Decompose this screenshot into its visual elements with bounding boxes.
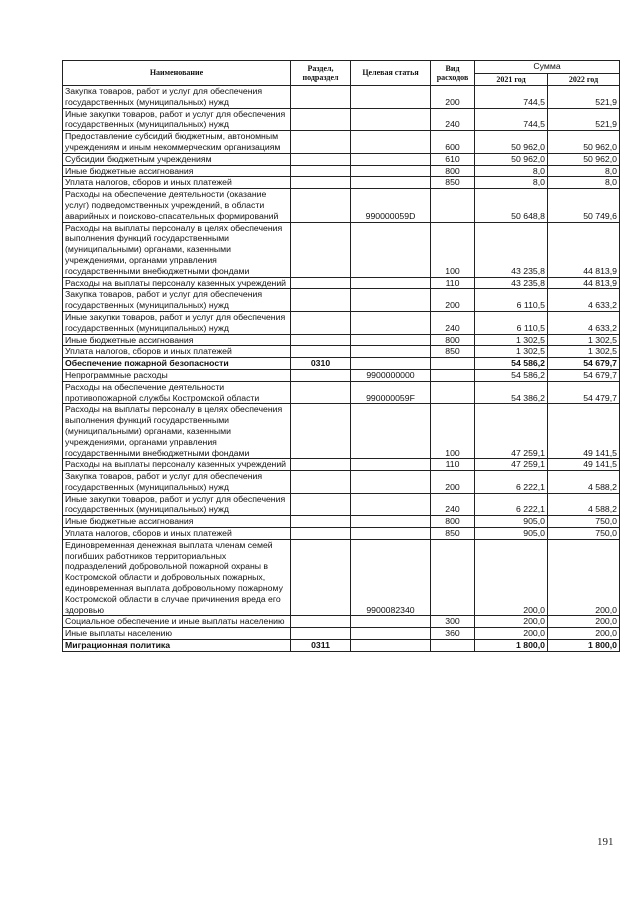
row-sum-2022: 8,0 [548, 177, 620, 189]
row-sum-2021: 200,0 [475, 539, 548, 616]
row-sum-2021: 1 302,5 [475, 334, 548, 346]
row-target: 990000059D [351, 189, 431, 222]
row-target [351, 86, 431, 109]
row-target: 9900082340 [351, 539, 431, 616]
row-type [431, 358, 475, 370]
row-name: Закупка товаров, работ и услуг для обеспечения государственных (муниципальных) нужд [63, 471, 291, 494]
row-section [291, 493, 351, 516]
row-sum-2021: 50 648,8 [475, 189, 548, 222]
row-target [351, 459, 431, 471]
row-name: Обеспечение пожарной безопасности [63, 358, 291, 370]
row-type [431, 640, 475, 652]
row-name: Миграционная политика [63, 640, 291, 652]
row-section [291, 131, 351, 154]
row-type: 110 [431, 459, 475, 471]
row-section [291, 222, 351, 277]
row-sum-2022: 1 302,5 [548, 346, 620, 358]
row-target [351, 131, 431, 154]
row-sum-2022: 50 749,6 [548, 189, 620, 222]
row-target [351, 165, 431, 177]
row-sum-2021: 905,0 [475, 516, 548, 528]
row-type: 200 [431, 471, 475, 494]
row-section [291, 516, 351, 528]
row-target [351, 277, 431, 289]
row-target [351, 358, 431, 370]
table-row [63, 381, 620, 404]
table-row [63, 640, 620, 652]
row-name: Закупка товаров, работ и услуг для обеспечения государственных (муниципальных) нужд [63, 289, 291, 312]
row-section [291, 311, 351, 334]
row-section [291, 86, 351, 109]
row-sum-2021: 744,5 [475, 108, 548, 131]
table-row [63, 86, 620, 109]
row-type [431, 369, 475, 381]
row-section [291, 628, 351, 640]
row-section [291, 277, 351, 289]
row-target [351, 516, 431, 528]
row-section [291, 153, 351, 165]
row-name: Иные выплаты населению [63, 628, 291, 640]
row-sum-2022: 750,0 [548, 528, 620, 540]
row-name: Иные закупки товаров, работ и услуг для обеспечения государственных (муниципальных) нужд [63, 311, 291, 334]
row-sum-2022: 4 633,2 [548, 311, 620, 334]
row-name: Социальное обеспечение и иные выплаты населению [63, 616, 291, 628]
row-section: 0310 [291, 358, 351, 370]
row-name: Закупка товаров, работ и услуг для обеспечения государственных (муниципальных) нужд [63, 86, 291, 109]
row-type: 360 [431, 628, 475, 640]
row-section [291, 177, 351, 189]
table-row [63, 346, 620, 358]
table-row [63, 277, 620, 289]
row-target [351, 346, 431, 358]
table-row [63, 616, 620, 628]
table-row [63, 165, 620, 177]
row-sum-2021: 54 586,2 [475, 369, 548, 381]
row-sum-2022: 49 141,5 [548, 404, 620, 459]
row-section [291, 189, 351, 222]
table-row [63, 358, 620, 370]
row-type: 100 [431, 404, 475, 459]
table-row [63, 177, 620, 189]
row-target [351, 640, 431, 652]
row-sum-2021: 54 386,2 [475, 381, 548, 404]
row-target [351, 177, 431, 189]
row-sum-2021: 905,0 [475, 528, 548, 540]
row-sum-2022: 521,9 [548, 108, 620, 131]
row-name: Расходы на выплаты персоналу в целях обеспечения выполнения функций государственными (муниципальными) органами, казенными учреждениями, органами управления государственными внебюджетными фондами [63, 222, 291, 277]
row-section [291, 108, 351, 131]
row-target [351, 471, 431, 494]
row-target [351, 334, 431, 346]
table-row [63, 108, 620, 131]
row-type: 240 [431, 493, 475, 516]
row-type: 610 [431, 153, 475, 165]
row-section [291, 381, 351, 404]
row-type: 240 [431, 108, 475, 131]
table-row [63, 516, 620, 528]
row-section [291, 404, 351, 459]
row-sum-2022: 521,9 [548, 86, 620, 109]
row-type: 850 [431, 177, 475, 189]
row-name: Расходы на обеспечение деятельности (оказание услуг) подведомственных учреждений, в области аварийных и поисково-спасательных формирований [63, 189, 291, 222]
row-target [351, 493, 431, 516]
row-section [291, 369, 351, 381]
row-sum-2021: 200,0 [475, 628, 548, 640]
row-sum-2021: 47 259,1 [475, 459, 548, 471]
row-target [351, 153, 431, 165]
row-sum-2021: 8,0 [475, 177, 548, 189]
row-type: 850 [431, 346, 475, 358]
row-target [351, 108, 431, 131]
row-sum-2021: 6 222,1 [475, 493, 548, 516]
row-sum-2022: 4 633,2 [548, 289, 620, 312]
row-sum-2022: 54 679,7 [548, 369, 620, 381]
row-section [291, 539, 351, 616]
table-row [63, 459, 620, 471]
table-row [63, 189, 620, 222]
header-target: Целевая статья [351, 61, 431, 86]
row-name: Предоставление субсидий бюджетным, автономным учреждениям и иным некоммерческим организациям [63, 131, 291, 154]
row-type: 800 [431, 165, 475, 177]
row-type: 100 [431, 222, 475, 277]
row-type: 600 [431, 131, 475, 154]
row-type: 300 [431, 616, 475, 628]
row-sum-2022: 200,0 [548, 539, 620, 616]
row-sum-2021: 43 235,8 [475, 277, 548, 289]
row-name: Расходы на выплаты персоналу в целях обеспечения выполнения функций государственными (муниципальными) органами, казенными учреждениями, органами управления государственными внебюджетными фондами [63, 404, 291, 459]
row-target [351, 616, 431, 628]
header-row [63, 61, 620, 74]
page-number: 191 [597, 836, 614, 848]
row-sum-2022: 200,0 [548, 628, 620, 640]
table-row [63, 404, 620, 459]
row-target [351, 311, 431, 334]
row-sum-2021: 6 110,5 [475, 311, 548, 334]
row-type: 800 [431, 516, 475, 528]
row-sum-2022: 8,0 [548, 165, 620, 177]
table-row [63, 334, 620, 346]
row-target: 990000059F [351, 381, 431, 404]
row-sum-2021: 1 302,5 [475, 346, 548, 358]
row-sum-2021: 43 235,8 [475, 222, 548, 277]
row-section: 0311 [291, 640, 351, 652]
row-sum-2022: 54 679,7 [548, 358, 620, 370]
row-sum-2022: 44 813,9 [548, 277, 620, 289]
row-target [351, 289, 431, 312]
row-sum-2021: 1 800,0 [475, 640, 548, 652]
row-sum-2022: 4 588,2 [548, 493, 620, 516]
row-target [351, 404, 431, 459]
table-row [63, 289, 620, 312]
row-sum-2021: 47 259,1 [475, 404, 548, 459]
header-type: Вид расходов [431, 61, 475, 86]
row-target [351, 222, 431, 277]
row-section [291, 346, 351, 358]
row-name: Иные бюджетные ассигнования [63, 165, 291, 177]
table-row [63, 222, 620, 277]
header-section: Раздел, подраздел [291, 61, 351, 86]
row-name: Единовременная денежная выплата членам семей погибших работников территориальных подразделений добровольной пожарной охраны в Костромской области и добровольных пожарных, единовременная выплата добровольному пожарному Костромской области в случае причинения вреда его здоровью [63, 539, 291, 616]
row-name: Иные бюджетные ассигнования [63, 334, 291, 346]
row-name: Уплата налогов, сборов и иных платежей [63, 528, 291, 540]
row-sum-2022: 200,0 [548, 616, 620, 628]
row-type: 200 [431, 289, 475, 312]
row-sum-2022: 1 302,5 [548, 334, 620, 346]
row-sum-2021: 744,5 [475, 86, 548, 109]
row-section [291, 616, 351, 628]
header-2022: 2022 год [548, 73, 620, 86]
row-sum-2021: 6 222,1 [475, 471, 548, 494]
row-name: Непрограммные расходы [63, 369, 291, 381]
row-target [351, 628, 431, 640]
row-sum-2022: 54 479,7 [548, 381, 620, 404]
row-name: Субсидии бюджетным учреждениям [63, 153, 291, 165]
row-name: Иные закупки товаров, работ и услуг для обеспечения государственных (муниципальных) нужд [63, 493, 291, 516]
row-sum-2021: 200,0 [475, 616, 548, 628]
row-name: Иные бюджетные ассигнования [63, 516, 291, 528]
table-row [63, 539, 620, 616]
header-sum: Сумма [475, 61, 620, 74]
row-section [291, 471, 351, 494]
table-row [63, 369, 620, 381]
row-sum-2022: 750,0 [548, 516, 620, 528]
table-row [63, 131, 620, 154]
table-row [63, 153, 620, 165]
row-type: 850 [431, 528, 475, 540]
row-name: Уплата налогов, сборов и иных платежей [63, 346, 291, 358]
row-name: Расходы на выплаты персоналу казенных учреждений [63, 277, 291, 289]
budget-table [62, 60, 620, 652]
row-type [431, 539, 475, 616]
table-row [63, 471, 620, 494]
row-target: 9900000000 [351, 369, 431, 381]
row-sum-2021: 50 962,0 [475, 131, 548, 154]
row-type [431, 381, 475, 404]
row-name: Расходы на выплаты персоналу казенных учреждений [63, 459, 291, 471]
row-sum-2021: 8,0 [475, 165, 548, 177]
row-section [291, 289, 351, 312]
row-sum-2021: 50 962,0 [475, 153, 548, 165]
row-type: 110 [431, 277, 475, 289]
row-name: Расходы на обеспечение деятельности противопожарной службы Костромской области [63, 381, 291, 404]
header-name: Наименование [63, 61, 291, 86]
table-row [63, 493, 620, 516]
row-type: 800 [431, 334, 475, 346]
row-target [351, 528, 431, 540]
row-sum-2022: 44 813,9 [548, 222, 620, 277]
row-section [291, 165, 351, 177]
table-row [63, 311, 620, 334]
row-section [291, 528, 351, 540]
table-row [63, 528, 620, 540]
row-sum-2022: 50 962,0 [548, 153, 620, 165]
row-sum-2022: 50 962,0 [548, 131, 620, 154]
row-sum-2022: 49 141,5 [548, 459, 620, 471]
row-sum-2022: 4 588,2 [548, 471, 620, 494]
row-sum-2021: 6 110,5 [475, 289, 548, 312]
row-section [291, 334, 351, 346]
row-sum-2021: 54 586,2 [475, 358, 548, 370]
row-name: Иные закупки товаров, работ и услуг для обеспечения государственных (муниципальных) нужд [63, 108, 291, 131]
row-section [291, 459, 351, 471]
table-row [63, 628, 620, 640]
row-type: 200 [431, 86, 475, 109]
header-2021: 2021 год [475, 73, 548, 86]
row-name: Уплата налогов, сборов и иных платежей [63, 177, 291, 189]
row-type: 240 [431, 311, 475, 334]
row-type [431, 189, 475, 222]
row-sum-2022: 1 800,0 [548, 640, 620, 652]
